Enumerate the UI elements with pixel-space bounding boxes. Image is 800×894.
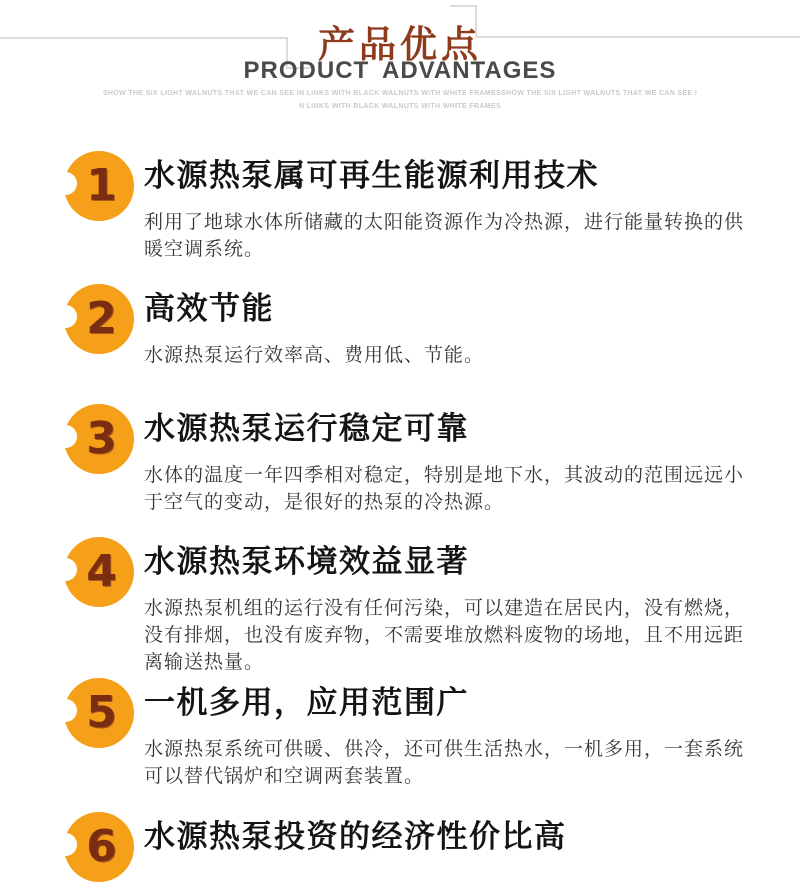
advantage-item-6 bbox=[64, 812, 764, 882]
badge-number: 4 bbox=[86, 546, 117, 597]
item-description: 水体的温度一年四季相对稳定，特别是地下水，其波动的范围远远小于空气的变动，是很好的热泵的冷热源。 bbox=[144, 464, 745, 513]
orange-circle-icon bbox=[64, 284, 134, 354]
item-content bbox=[144, 284, 750, 369]
badge-number: 2 bbox=[86, 293, 117, 344]
item-heading: 水源热泵环境效益显著 bbox=[144, 544, 469, 579]
page-title: 产品优点 bbox=[318, 24, 482, 65]
item-heading: 一机多用，应用范围广 bbox=[144, 685, 469, 720]
item-description: 水源热泵系统可供暖、供冷，还可供生活热水，一机多用，一套系统可以替代锅炉和空调两套装置。 bbox=[144, 738, 745, 787]
number-badge-6 bbox=[64, 812, 134, 882]
advantage-item-1 bbox=[64, 151, 764, 263]
number-badge-4 bbox=[64, 537, 134, 607]
number-badge-3 bbox=[64, 404, 134, 474]
fine-print-text bbox=[0, 87, 800, 113]
item-content bbox=[144, 151, 750, 263]
fine-print-line-2: N LINKS WITH BLACK WALNUTS WITH WHITE FRAMES bbox=[298, 103, 502, 110]
item-description: 利用了地球水体所储藏的太阳能资源作为冷热源，进行能量转换的供暖空调系统。 bbox=[144, 211, 745, 260]
item-heading: 水源热泵投资的经济性价比高 bbox=[144, 819, 567, 854]
item-content bbox=[144, 537, 750, 676]
item-heading: 水源热泵运行稳定可靠 bbox=[144, 411, 469, 446]
badge-number: 3 bbox=[86, 413, 117, 464]
item-description: 水源热泵机组的运行没有任何污染，可以建造在居民内，没有燃烧，没有排烟，也没有废弃物，不需要堆放燃料废物的场地，且不用远距离输送热量。 bbox=[144, 597, 745, 673]
orange-circle-icon bbox=[64, 404, 134, 474]
orange-circle-icon bbox=[64, 151, 134, 221]
item-content bbox=[144, 812, 750, 857]
item-content bbox=[144, 404, 750, 516]
number-badge-5 bbox=[64, 678, 134, 748]
advantage-item-5 bbox=[64, 678, 764, 790]
orange-circle-icon bbox=[64, 812, 134, 882]
advantage-item-2 bbox=[64, 284, 764, 369]
badge-number: 6 bbox=[86, 821, 117, 872]
badge-number: 1 bbox=[86, 160, 117, 211]
badge-number: 5 bbox=[86, 687, 117, 738]
item-heading: 高效节能 bbox=[144, 291, 274, 326]
page-subtitle: PRODUCT ADVANTAGES bbox=[243, 57, 557, 84]
orange-circle-icon bbox=[64, 537, 134, 607]
advantage-item-4 bbox=[64, 537, 764, 676]
advantage-item-3 bbox=[64, 404, 764, 516]
item-content bbox=[144, 678, 750, 790]
number-badge-1 bbox=[64, 151, 134, 221]
orange-circle-icon bbox=[64, 678, 134, 748]
item-description: 水源热泵运行效率高、费用低、节能。 bbox=[144, 344, 485, 366]
number-badge-2 bbox=[64, 284, 134, 354]
item-heading: 水源热泵属可再生能源利用技术 bbox=[144, 158, 599, 193]
fine-print-line-1: SHOW THE SIX LIGHT WALNUTS THAT WE CAN SEE IN LINKS WITH BLACK WALNUTS WITH WHITE FRAMESSHOW THE SIX LIGHT WALNUTS THAT WE CAN SEE I bbox=[102, 90, 698, 97]
